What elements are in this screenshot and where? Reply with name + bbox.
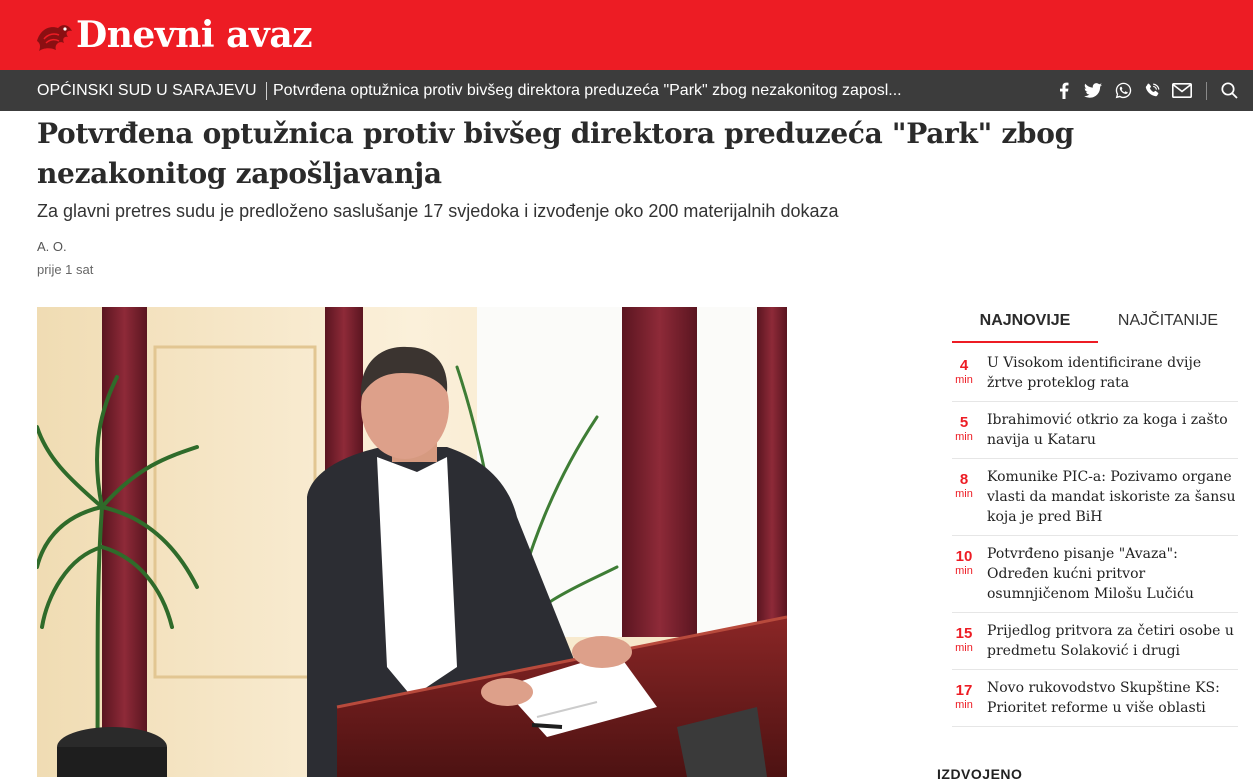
site-logo-text: Dnevni avaz <box>76 14 313 56</box>
news-time-unit: min <box>955 642 973 654</box>
news-time-value: 17 <box>955 682 973 699</box>
facebook-share-button[interactable] <box>1051 70 1077 111</box>
news-time <box>952 548 976 578</box>
tab-najcitanije[interactable]: NAJČITANIJE <box>1117 312 1219 329</box>
news-time-unit: min <box>955 488 973 500</box>
list-item[interactable] <box>952 402 1238 459</box>
news-tabs <box>952 301 1238 343</box>
news-title[interactable]: U Visokom identificirane dvije žrtve proteklog rata <box>987 355 1202 391</box>
news-time-value: 10 <box>955 548 973 565</box>
news-time <box>952 625 976 655</box>
news-time-value: 5 <box>959 414 969 431</box>
news-time <box>952 471 976 501</box>
twitter-icon <box>1084 83 1102 98</box>
list-item[interactable] <box>952 459 1238 536</box>
article-lead: Za glavni pretres sudu je predloženo saslušanje 17 svjedoka i izvođenje oko 200 materijalnih dokaza <box>37 201 839 221</box>
avaz-bird-logo-icon <box>34 15 74 55</box>
section-link[interactable]: OPĆINSKI SUD U SARAJEVU <box>37 82 257 99</box>
whatsapp-share-button[interactable] <box>1110 70 1136 111</box>
featured-section-heading: IZDVOJENO <box>937 766 1023 782</box>
news-title[interactable]: Ibrahimović otkrio za koga i zašto navija u Kataru <box>987 412 1228 448</box>
viber-share-button[interactable] <box>1139 70 1165 111</box>
site-header <box>0 0 1253 70</box>
mail-icon <box>1172 83 1192 98</box>
navbar-headline: Potvrđena optužnica protiv bivšeg direktora preduzeća "Park" zbog nezakonitog zaposl... <box>273 82 902 99</box>
article-photo-illustration <box>37 307 787 777</box>
article-time: prije 1 sat <box>37 262 94 277</box>
search-button[interactable] <box>1216 70 1242 111</box>
latest-news-list <box>952 345 1238 727</box>
news-time-unit: min <box>955 699 973 711</box>
news-time-value: 15 <box>955 625 973 642</box>
article-author[interactable]: A. O. <box>37 239 67 254</box>
news-title[interactable]: Potvrđeno pisanje "Avaza": Određen kućni pritvor osumnjičenom Milošu Lučiću <box>987 546 1194 602</box>
tab-najnovije[interactable]: NAJNOVIJE <box>952 301 1098 343</box>
news-time-value: 4 <box>959 357 969 374</box>
site-logo[interactable] <box>34 13 312 57</box>
list-item[interactable] <box>952 670 1238 727</box>
news-time-value: 8 <box>959 471 969 488</box>
navbar-divider <box>266 82 267 100</box>
news-title[interactable]: Prijedlog pritvora za četiri osobe u predmetu Solaković i drugi <box>987 623 1234 659</box>
search-icon <box>1221 82 1238 99</box>
facebook-icon <box>1059 82 1069 99</box>
viber-icon <box>1144 82 1161 99</box>
article-navbar <box>0 70 1253 111</box>
news-title[interactable]: Novo rukovodstvo Skupštine KS: Prioritet reforme u više oblasti <box>987 680 1220 716</box>
list-item[interactable] <box>952 536 1238 613</box>
news-time-unit: min <box>955 565 973 577</box>
navbar-divider-2 <box>1206 82 1207 100</box>
article-photo <box>37 307 787 777</box>
article-title: Potvrđena optužnica protiv bivšeg direktora preduzeća "Park" zbog nezakonitog zapošljavanja <box>37 117 1074 190</box>
news-title[interactable]: Komunike PIC-a: Pozivamo organe vlasti da mandat iskoriste za šansu koja je pred BiH <box>987 469 1236 525</box>
news-time <box>952 414 976 444</box>
whatsapp-icon <box>1115 82 1132 99</box>
news-time-unit: min <box>955 374 973 386</box>
email-share-button[interactable] <box>1169 70 1195 111</box>
list-item[interactable] <box>952 345 1238 402</box>
news-time-unit: min <box>955 431 973 443</box>
twitter-share-button[interactable] <box>1080 70 1106 111</box>
news-time <box>952 357 976 387</box>
news-time <box>952 682 976 712</box>
list-item[interactable] <box>952 613 1238 670</box>
